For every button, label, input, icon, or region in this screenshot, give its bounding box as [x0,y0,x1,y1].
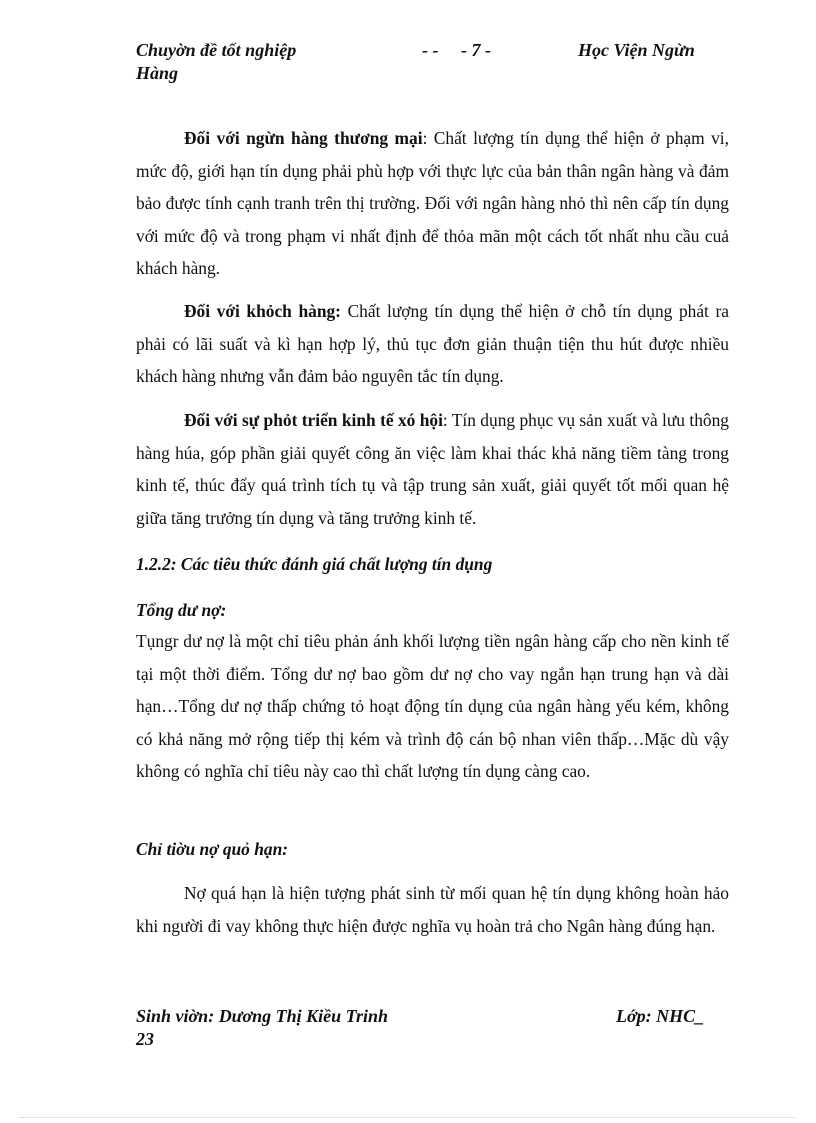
header-title-continued: Hàng [136,63,179,83]
header-institution: Học Viện Ngừn [578,40,695,60]
paragraph-lead: Đối với ngừn hàng thương mại [184,128,423,148]
page-bottom-divider [20,1117,796,1118]
paragraph-economic-development [136,404,729,534]
footer-student-continued: 23 [136,1029,154,1049]
paragraph-lead: Đối với khỏch hàng: [184,301,341,321]
paragraph-customer [136,295,729,393]
header-title: Chuyờn đề tốt nghiệp [136,40,297,60]
paragraph-text: Chất lượng tín dụng thể hiện ở chỗ tín dụng phát ra phải có lãi suất và kì hạn hợp lý, thủ tục đơn giản thuận tiện thu hút được nhiều khách hàng nhưng vẫn đảm bảo nguyên tắc tín dụng. [136,301,729,387]
paragraph-lead: Đối với sự phỏt triển kinh tế xó hội [184,410,443,430]
section-heading: 1.2.2: Các tiêu thức đánh giá chất lượng tín dụng [136,554,493,574]
paragraph-commercial-bank [136,122,729,285]
paragraph-text: : Tín dụng phục vụ sản xuất và lưu thông hàng húa, góp phần giải quyết công ăn việc làm khai thác khả năng tiềm tàng trong kinh tế, thúc đẩy quá trình tích tụ và tập trung sản xuất, giải quyết tốt mối quan hệ giữa tăng trưởng tín dụng và tăng trưởng kinh tế. [136,410,729,528]
footer-class: Lớp: NHC_ [616,1006,705,1026]
page-number: - - - 7 - [422,40,491,60]
paragraph-total-debt: Tụngr dư nợ là một chỉ tiêu phản ánh khối lượng tiền ngân hàng cấp cho nền kinh tế tại một thời điểm. Tổng dư nợ bao gồm dư nợ cho vay ngắn hạn trung hạn và dài hạn…Tổng dư nợ thấp chứng tỏ hoạt động tín dụng của ngân hàng yếu kém, không có khả năng mở rộng tiếp thị kém và trình độ cán bộ nhan viên thấp…Mặc dù vậy không có nghĩa chỉ tiêu này cao thì chất lượng tín dụng càng cao. [136,631,729,782]
paragraph-text: : Chất lượng tín dụng thể hiện ở phạm vi, mức độ, giới hạn tín dụng phải phù hợp với thực lực của bản thân ngân hàng và đảm bảo được tính cạnh tranh trên thị trường. Đối với ngân hàng nhỏ thì nên cấp tín dụng với mức độ và trong phạm vi nhất định để thỏa mãn một cách tốt nhất nhu cầu cuả khách hàng. [136,128,729,279]
paragraph-overdue-debt: Nợ quá hạn là hiện tượng phát sinh từ mối quan hệ tín dụng không hoàn hảo khi người đi vay không thực hiện được nghĩa vụ hoàn trả cho Ngân hàng đúng hạn. [136,883,729,936]
subsection-heading-total-debt: Tổng dư nợ: [136,600,227,620]
footer-student: Sinh viờn: Dương Thị Kiều Trinh [136,1006,389,1026]
subsection-heading-overdue-debt: Chỉ tiờu nợ quỏ hạn: [136,839,289,859]
